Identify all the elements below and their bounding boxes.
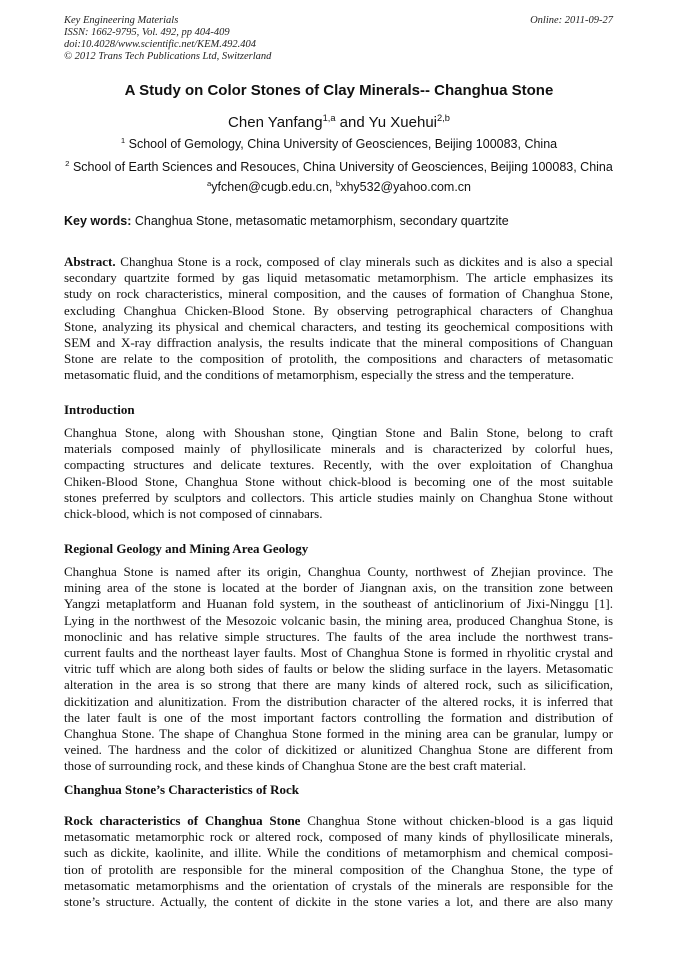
text-line: secondary quartzite formed by gas liquid metasomatic metamorphism. The article emphasizes its: [64, 270, 613, 286]
text-line: excluding Changhua Chicken-Blood Stone. By observing petrographical characters of Changhua: [64, 302, 613, 318]
regional-geology-body: [64, 564, 613, 774]
section-heading-characteristics: Changhua Stone’s Characteristics of Rock: [64, 782, 299, 797]
author-superscript: 2,b: [437, 113, 450, 124]
text-line: Changhua Stone. The shape of Changhua Stone formed in the mining area can be granular, lumpy or: [64, 725, 613, 741]
author-conjunction: and: [335, 114, 369, 131]
section-heading-introduction: Introduction: [64, 402, 135, 417]
text-line: mining area of the stone is located at the border of Jiangnan axis, on the transition zone between: [64, 580, 613, 596]
text-line: materials composed mainly of phyllosilicate minerals and is characterized by colorful hues,: [64, 441, 613, 457]
email: yfchen@cugb.edu.cn,: [211, 180, 336, 194]
text-line: vitric tuff which are along both sides of faults or below the sliding surface in the layers. Metasomatic: [64, 661, 613, 677]
doi: doi:10.4028/www.scientific.net/KEM.492.404: [64, 39, 256, 50]
text-line: metasomatic fluid, and the conditions of metamorphism, especially the stress and the temperature.: [64, 367, 575, 383]
run-in-label: Rock characteristics of Changhua Stone: [64, 813, 301, 828]
text-line: metasomatic metamorphisms and the orientation of crystals of the minerals are responsible for the: [64, 877, 613, 893]
authors: [0, 114, 678, 131]
line-text: Changhua Stone is a rock, composed of clay minerals such as dickites and is also a special: [115, 254, 613, 269]
text-line: Changhua Stone, along with Shoushan stone, Qingtian Stone and Balin Stone, belong to craft: [64, 425, 613, 440]
journal-info: [64, 15, 271, 63]
keywords: [64, 214, 509, 228]
email-superscript: a: [206, 179, 212, 189]
text-line: veined. The hardness and the color of dickitized or alunitized Changhua Stone are different from: [64, 742, 613, 758]
text-line: the later fault is one of the most important factors controlling the formation and distribution of: [64, 709, 613, 725]
affiliation: [0, 137, 678, 151]
text-line: those of surrounding rock, and these kinds of Changhua Stone are the best craft material.: [64, 758, 527, 774]
characteristics-body: [64, 813, 613, 910]
emails: [0, 180, 678, 194]
text-line: monoclinic and has relative simple structures. The faults of the area include the northwest trans-: [64, 628, 613, 644]
abstract: [64, 254, 613, 384]
text-line: Stone are relate to the composition of protolith, the compositions and characters of metasomatic: [64, 351, 613, 367]
email-superscript: b: [335, 179, 341, 189]
keywords-label: Key words:: [64, 214, 132, 228]
affiliation-text: School of Earth Sciences and Resouces, China University of Geosciences, Beijing 100083, China: [69, 160, 613, 174]
introduction-body: [64, 425, 613, 522]
text-line: tion of protolith are responsible for the mineral composition of the Changhua Stone, the type of: [64, 861, 613, 877]
journal-name: Key Engineering Materials: [64, 15, 179, 26]
text-line: [64, 813, 613, 829]
text-line: Changhua Stone is named after its origin, Changhua County, northwest of Zhejian province. The: [64, 564, 613, 579]
issn: ISSN: 1662-9795, Vol. 492, pp 404-409: [64, 27, 230, 38]
text-line: current faults and the northeast layer faults. Most of Changhua Stone is formed in rhyolitic crystal and: [64, 644, 613, 660]
affiliation-superscript: 1: [120, 136, 126, 146]
text-line: chick-blood, which is not composed of cinnabars.: [64, 505, 323, 521]
keywords-text: Changhua Stone, metasomatic metamorphism, secondary quartzite: [131, 214, 509, 228]
email: xhy532@yahoo.com.cn: [340, 180, 472, 194]
text-line: Stone, analyzing its physical and chemical characters, and testing its geochemical compositions with: [64, 318, 613, 334]
author-name: Chen Yanfang: [228, 114, 323, 131]
affiliation-text: School of Gemology, China University of Geosciences, Beijing 100083, China: [125, 137, 558, 151]
line-text: Changhua Stone without chicken-blood is a gas liquid: [300, 813, 613, 828]
run-in-label: Abstract.: [64, 254, 116, 269]
affiliation: [0, 160, 678, 174]
text-line: such as dickite, kaolinite, and illite. While the conditions of metamorphism and chemical composi-: [64, 845, 613, 861]
author-name: Yu Xuehui: [368, 114, 438, 131]
text-line: metasomatic metamorphic rock or altered rock, composed of many kinds of phyllosilicate minerals,: [64, 829, 613, 845]
text-line: study on rock characteristics, mineral composition, and the causes of formation of Changhua Stone,: [64, 286, 613, 302]
text-line: stone’s structure. Actually, the content of dickite in the stone varies a lot, and there are also many: [64, 893, 613, 909]
text-line: alteration in the area is so strong that there are many kinds of altered rock, such as silicification,: [64, 677, 613, 693]
text-line: [64, 254, 613, 270]
text-line: SEM and X-ray diffraction analysis, the results indicate that the mineral compositions of Changuan: [64, 334, 613, 350]
paper-title: A Study on Color Stones of Clay Minerals-- Changhua Stone: [124, 82, 554, 99]
text-line: Lying in the northwest of the Mesozoic volcanic basin, the mining area, produced Changhua Stone, is: [64, 612, 613, 628]
text-line: dickitization and alunitization. From the distribution character of the altered rocks, it is inferred that: [64, 693, 613, 709]
affiliation-superscript: 2: [65, 159, 70, 169]
text-line: Chiken-Blood Stone, Changhua Stone without chick-blood is becoming one of the most suitable: [64, 473, 613, 489]
text-line: stones preferred by sculptors and collectors. This article studies mainly on Changhua Stone without: [64, 489, 613, 505]
section-heading-regional-geology: Regional Geology and Mining Area Geology: [64, 541, 309, 556]
author-superscript: 1,a: [322, 113, 336, 124]
text-line: Yangzi metaplatform and Huanan fold system, in the southeast of anticlinorium of Jixi-Ninggu [1].: [64, 596, 613, 612]
text-line: compacting structures and delicate textures. Recently, with the over exploitation of Changhua: [64, 457, 613, 473]
online-date: Online: 2011-09-27: [530, 15, 613, 26]
copyright: © 2012 Trans Tech Publications Ltd, Switzerland: [64, 51, 272, 62]
